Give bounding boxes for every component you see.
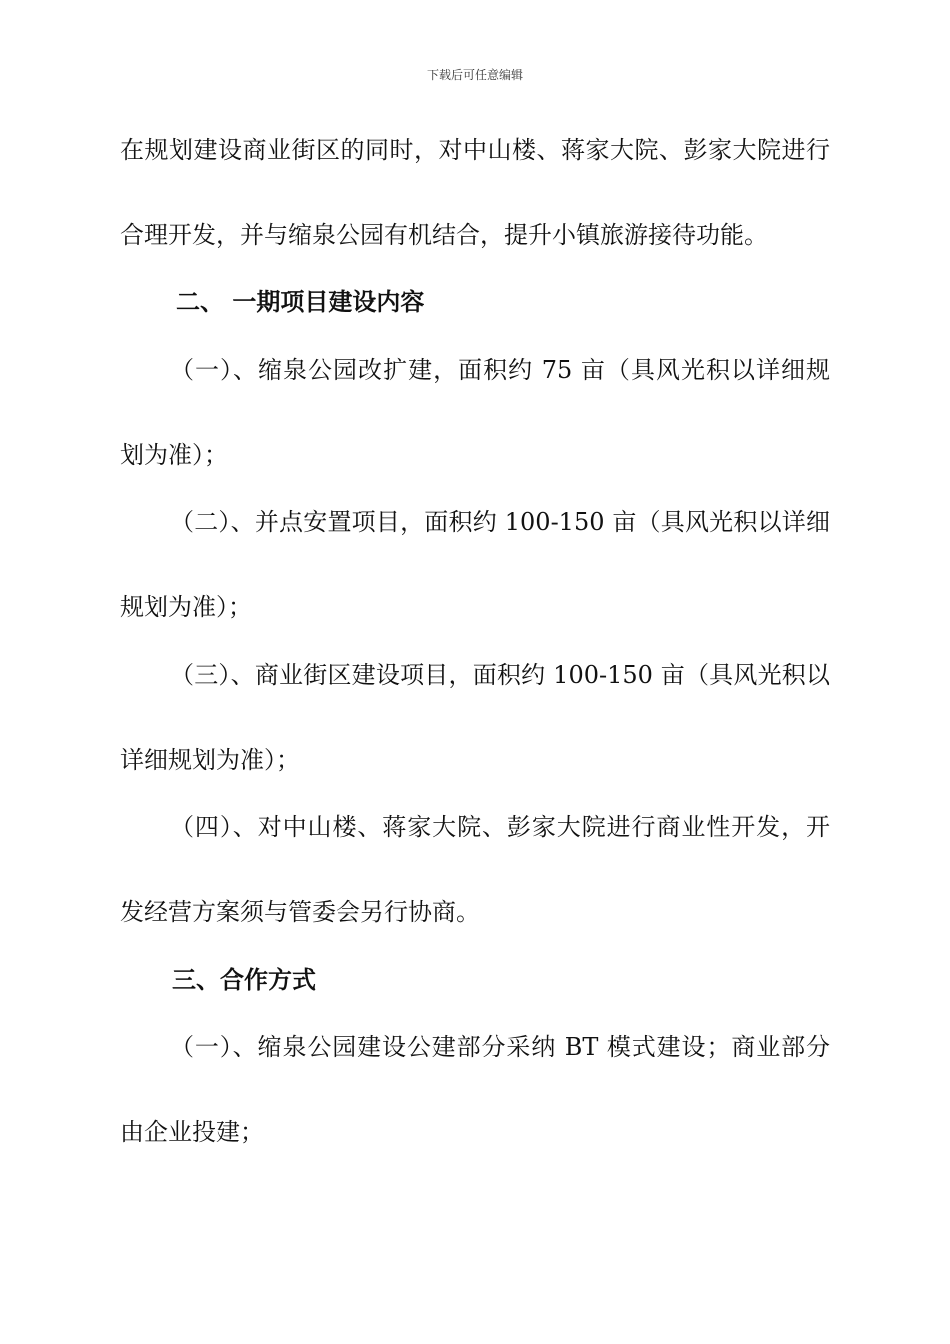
paragraph-line: 在规划建设商业街区的同时，对中山楼、蒋家大院、彭家大院进行 bbox=[120, 136, 830, 164]
list-item-line: （三）、商业街区建设项目，面积约 100-150 亩（具风光积以 bbox=[170, 661, 830, 689]
list-item-line: （一）、缩泉公园改扩建，面积约 75 亩（具风光积以详细规 bbox=[170, 356, 830, 384]
list-item-line: 由企业投建； bbox=[120, 1118, 264, 1146]
list-item-line: 详细规划为准）； bbox=[120, 746, 300, 774]
page-header: 下载后可任意编辑 bbox=[426, 68, 523, 82]
paragraph-line: 合理开发，并与缩泉公园有机结合，提升小镇旅游接待功能。 bbox=[120, 221, 768, 249]
list-item-line: （一）、缩泉公园建设公建部分采纳 BT 模式建设；商业部分 bbox=[170, 1033, 830, 1061]
list-item-line: （二）、并点安置项目，面积约 100-150 亩（具风光积以详细 bbox=[170, 508, 830, 536]
list-item-line: 发经营方案须与管委会另行协商。 bbox=[120, 898, 480, 926]
list-item-line: 划为准）； bbox=[120, 441, 228, 469]
list-item-line: （四）、对中山楼、蒋家大院、彭家大院进行商业性开发，开 bbox=[170, 813, 830, 841]
section-heading-2: 二、 一期项目建设内容 bbox=[176, 288, 425, 316]
section-heading-3: 三、合作方式 bbox=[172, 966, 316, 994]
list-item-line: 规划为准）； bbox=[120, 593, 252, 621]
